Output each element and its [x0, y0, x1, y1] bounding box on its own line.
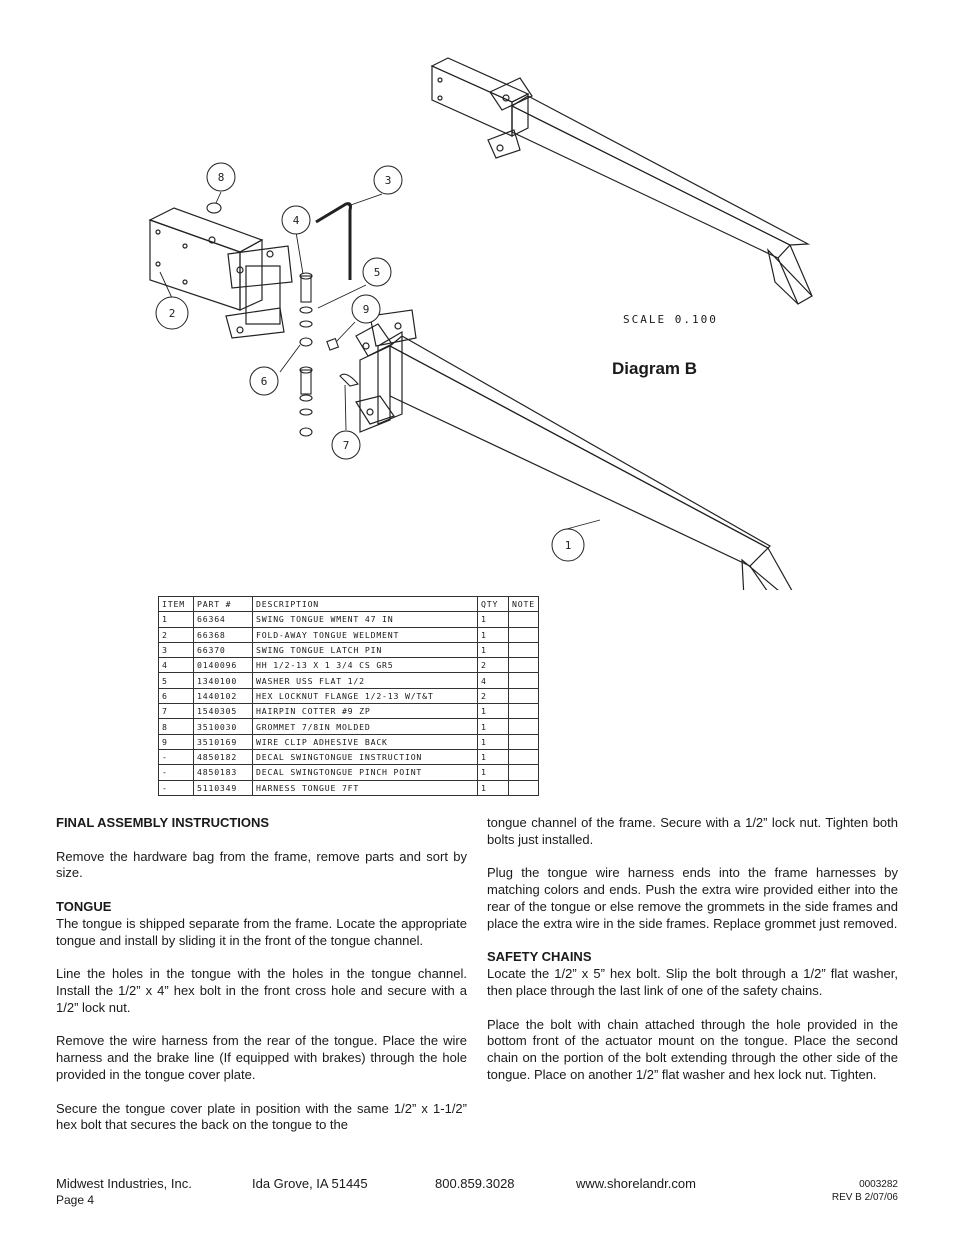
parts-table-row: [159, 658, 539, 673]
cell-note: [509, 673, 539, 688]
cell-qty: 1: [478, 719, 509, 734]
cell-qty: 2: [478, 688, 509, 703]
callout-bubbles: [156, 163, 584, 561]
cell-part-number: 1540305: [194, 704, 253, 719]
cell-note: [509, 719, 539, 734]
instructions-right-column: [487, 815, 898, 1101]
cell-item: 1: [159, 612, 194, 627]
header-note: NOTE: [509, 597, 539, 612]
header-part-number: PART #: [194, 597, 253, 612]
cell-note: [509, 642, 539, 657]
parts-table-row: [159, 734, 539, 749]
footer-page-number: Page 4: [56, 1193, 95, 1207]
cell-part-number: 3510169: [194, 734, 253, 749]
callout-label-7: 7: [342, 439, 350, 452]
safety-paragraph-2: Place the bolt with chain attached through the hole provided in the bottom front of the actuator mount on the tongue. Place the second chain on the portion of the bolt extending through the other side of the tongue. Place on another 1/2” flat washer and hex lock nut. Tighten.: [487, 1016, 898, 1082]
cell-description: HEX LOCKNUT FLANGE 1/2-13 W/T&T: [253, 688, 478, 703]
assembly-diagram: [0, 0, 954, 590]
cell-part-number: 66370: [194, 642, 253, 657]
callout-label-9: 9: [362, 303, 370, 316]
diagram-drawing: [0, 0, 954, 590]
parts-table-row: [159, 642, 539, 657]
cell-qty: 4: [478, 673, 509, 688]
cell-part-number: 1440102: [194, 688, 253, 703]
cell-qty: 1: [478, 749, 509, 764]
cell-item: 5: [159, 673, 194, 688]
cell-part-number: 0140096: [194, 658, 253, 673]
parts-table-row: [159, 612, 539, 627]
parts-table-row: [159, 749, 539, 764]
parts-table-row: [159, 765, 539, 780]
instructions-left-column: [56, 815, 467, 1151]
upper-tongue-drawing: [432, 58, 812, 304]
cell-note: [509, 734, 539, 749]
tongue-paragraph-1: The tongue is shipped separate from the frame. Locate the appropriate tongue and install by sliding it in the front of the tongue channel.: [56, 915, 467, 948]
cell-part-number: 1340100: [194, 673, 253, 688]
cell-description: WIRE CLIP ADHESIVE BACK: [253, 734, 478, 749]
safety-paragraph-1: Locate the 1/2” x 5” hex bolt. Slip the bolt through a 1/2” flat washer, then place through the last link of one of the safety chains.: [487, 966, 898, 998]
cell-part-number: 4850183: [194, 765, 253, 780]
safety-chains-heading: SAFETY CHAINS: [487, 949, 592, 965]
footer-phone: 800.859.3028: [435, 1176, 515, 1191]
footer-company: Midwest Industries, Inc.: [56, 1176, 192, 1191]
cell-qty: 1: [478, 627, 509, 642]
diagram-title: Diagram B: [612, 359, 698, 378]
cell-description: HAIRPIN COTTER #9 ZP: [253, 704, 478, 719]
cell-part-number: 66368: [194, 627, 253, 642]
tongue-paragraph-5: tongue channel of the frame. Secure with a 1/2” lock nut. Tighten both bolts just installed.: [487, 815, 898, 847]
parts-table: [158, 596, 539, 796]
cell-qty: 2: [478, 658, 509, 673]
cell-part-number: 66364: [194, 612, 253, 627]
instructions-intro: Remove the hardware bag from the frame, remove parts and sort by size.: [56, 848, 467, 881]
cell-note: [509, 749, 539, 764]
cell-qty: 1: [478, 765, 509, 780]
cell-description: HARNESS TONGUE 7FT: [253, 780, 478, 795]
header-item: ITEM: [159, 597, 194, 612]
cell-item: 3: [159, 642, 194, 657]
instructions-heading: FINAL ASSEMBLY INSTRUCTIONS: [56, 815, 270, 830]
scale-label: SCALE 0.100: [623, 313, 718, 326]
cell-description: SWING TONGUE LATCH PIN: [253, 642, 478, 657]
parts-table-row: [159, 688, 539, 703]
harness-paragraph: Plug the tongue wire harness ends into the frame harnesses by matching colors and ends. Push the extra wire provided either into the rear of the tongue or else remove the grommets in the side frames and place the extra wire in the side frames. Replace grommet just removed.: [487, 865, 898, 931]
cell-description: WASHER USS FLAT 1/2: [253, 673, 478, 688]
leader-lines: [160, 192, 600, 530]
callout-label-3: 3: [384, 174, 392, 187]
callout-label-5: 5: [373, 266, 381, 279]
cell-item: -: [159, 765, 194, 780]
tongue-paragraph-2: Line the holes in the tongue with the holes in the tongue channel. Install the 1/2” x 4” hex bolt in the front cross hole and secure with a 1/2” lock nut.: [56, 966, 467, 1015]
cell-note: [509, 704, 539, 719]
parts-table-row: [159, 704, 539, 719]
cell-item: 2: [159, 627, 194, 642]
cell-part-number: 4850182: [194, 749, 253, 764]
parts-table-header: [159, 597, 539, 612]
cell-item: -: [159, 749, 194, 764]
callout-label-8: 8: [217, 171, 225, 184]
callout-label-1: 1: [564, 539, 572, 552]
tongue-heading: TONGUE: [56, 898, 112, 914]
cell-note: [509, 627, 539, 642]
cell-description: DECAL SWINGTONGUE PINCH POINT: [253, 765, 478, 780]
callout-label-6: 6: [260, 375, 268, 388]
cell-qty: 1: [478, 780, 509, 795]
cell-qty: 1: [478, 612, 509, 627]
parts-table-row: [159, 673, 539, 688]
cell-qty: 1: [478, 642, 509, 657]
footer-revision: REV B 2/07/06: [831, 1192, 898, 1203]
cell-description: FOLD-AWAY TONGUE WELDMENT: [253, 627, 478, 642]
callout-label-4: 4: [292, 214, 300, 227]
header-qty: QTY: [478, 597, 509, 612]
cell-item: 4: [159, 658, 194, 673]
tongue-paragraph-4: Secure the tongue cover plate in position with the same 1/2” x 1-1/2” hex bolt that secures the back on the tongue to the: [56, 1100, 467, 1133]
cell-description: HH 1/2-13 X 1 3/4 CS GR5: [253, 658, 478, 673]
cell-item: -: [159, 780, 194, 795]
cell-note: [509, 780, 539, 795]
cell-note: [509, 612, 539, 627]
parts-table-row: [159, 719, 539, 734]
cell-description: SWING TONGUE WMENT 47 IN: [253, 612, 478, 627]
cell-note: [509, 658, 539, 673]
cell-description: GROMMET 7/8IN MOLDED: [253, 719, 478, 734]
parts-table-row: [159, 627, 539, 642]
callout-label-2: 2: [168, 307, 176, 320]
footer-website: www.shorelandr.com: [576, 1176, 696, 1191]
footer-city: Ida Grove, IA 51445: [252, 1176, 368, 1191]
cell-item: 6: [159, 688, 194, 703]
cell-qty: 1: [478, 704, 509, 719]
cell-item: 8: [159, 719, 194, 734]
tongue-paragraph-3: Remove the wire harness from the rear of the tongue. Place the wire harness and the brake line (If equipped with brakes) through the hole provided in the tongue cover plate.: [56, 1033, 467, 1082]
footer-doc-number: 0003282: [859, 1179, 898, 1190]
cell-part-number: 5110349: [194, 780, 253, 795]
header-description: DESCRIPTION: [253, 597, 478, 612]
cell-description: DECAL SWINGTONGUE INSTRUCTION: [253, 749, 478, 764]
cell-note: [509, 688, 539, 703]
cell-item: 7: [159, 704, 194, 719]
parts-table-row: [159, 780, 539, 795]
cell-qty: 1: [478, 734, 509, 749]
cell-item: 9: [159, 734, 194, 749]
cell-note: [509, 765, 539, 780]
cell-part-number: 3510030: [194, 719, 253, 734]
